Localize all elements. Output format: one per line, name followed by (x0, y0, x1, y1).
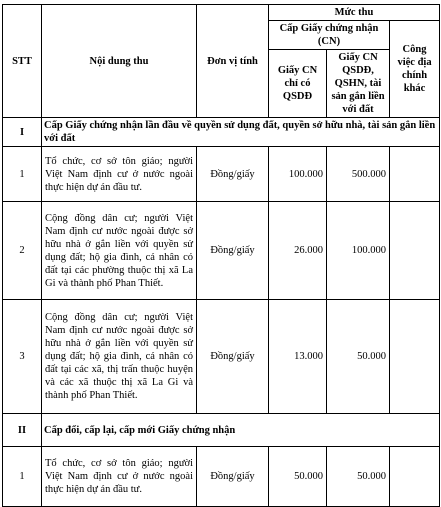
row-unit: Đồng/giấy (197, 300, 269, 414)
section-number: I (3, 118, 42, 147)
section-title: Cấp Giấy chứng nhận lần đầu về quyền sử dụng đất, quyền sở hữu nhà, tài sản gắn liền với đất (42, 118, 440, 147)
table-row (3, 202, 440, 300)
header-unit: Đơn vị tính (197, 5, 269, 118)
row-stt: 3 (3, 300, 42, 414)
row-land-house: 100.000 (327, 202, 390, 300)
section-title: Cấp đổi, cấp lại, cấp mới Giấy chứng nhận (42, 414, 440, 447)
row-other (390, 300, 440, 414)
header-rate: Mức thu (269, 5, 440, 21)
table-row (3, 447, 440, 507)
row-other (390, 202, 440, 300)
row-content: Tổ chức, cơ sở tôn giáo; người Việt Nam định cư ở nước ngoài thực hiện dự án đầu tư. (42, 447, 197, 507)
row-content: Tổ chức, cơ sở tôn giáo; người Việt Nam định cư ở nước ngoài thực hiện dự án đầu tư. (42, 147, 197, 202)
section-row (3, 414, 440, 447)
row-unit: Đồng/giấy (197, 202, 269, 300)
row-land-only: 100.000 (269, 147, 327, 202)
fee-table (2, 4, 440, 507)
row-other (390, 147, 440, 202)
table-row (3, 147, 440, 202)
row-land-house: 50.000 (327, 300, 390, 414)
row-land-only: 50.000 (269, 447, 327, 507)
row-land-house: 500.000 (327, 147, 390, 202)
table-row (3, 300, 440, 414)
row-unit: Đồng/giấy (197, 147, 269, 202)
header-cadastral: Công việc địa chính khác (390, 21, 440, 118)
section-row (3, 118, 440, 147)
header-land-house: Giấy CN QSDĐ, QSHN, tài sản gắn liền với đất (327, 50, 390, 118)
header-land-only: Giấy CN chỉ có QSDĐ (269, 50, 327, 118)
row-unit: Đồng/giấy (197, 447, 269, 507)
header-stt: STT (3, 5, 42, 118)
header-certificate-group: Cấp Giấy chứng nhận (CN) (269, 21, 390, 50)
row-content: Cộng đồng dân cư; người Việt Nam định cư nước ngoài được sở hữu nhà ở gắn liền với quyền sử dụng đất; hộ gia đình, cá nhân có đất tại các phường thuộc thị xã La Gi và thành phố Phan Thiết. (42, 202, 197, 300)
row-land-house: 50.000 (327, 447, 390, 507)
row-content: Cộng đồng dân cư; người Việt Nam định cư nước ngoài được sở hữu nhà ở gắn liền với quyền sử dụng đất; hộ gia đình, cá nhân có đất tại các xã, thị trấn thuộc huyện và các xã thuộc thị xã La Gi và thành phố Phan Thiết. (42, 300, 197, 414)
row-land-only: 26.000 (269, 202, 327, 300)
section-number: II (3, 414, 42, 447)
row-stt: 1 (3, 447, 42, 507)
header-content: Nội dung thu (42, 5, 197, 118)
row-land-only: 13.000 (269, 300, 327, 414)
row-stt: 1 (3, 147, 42, 202)
row-stt: 2 (3, 202, 42, 300)
row-other (390, 447, 440, 507)
